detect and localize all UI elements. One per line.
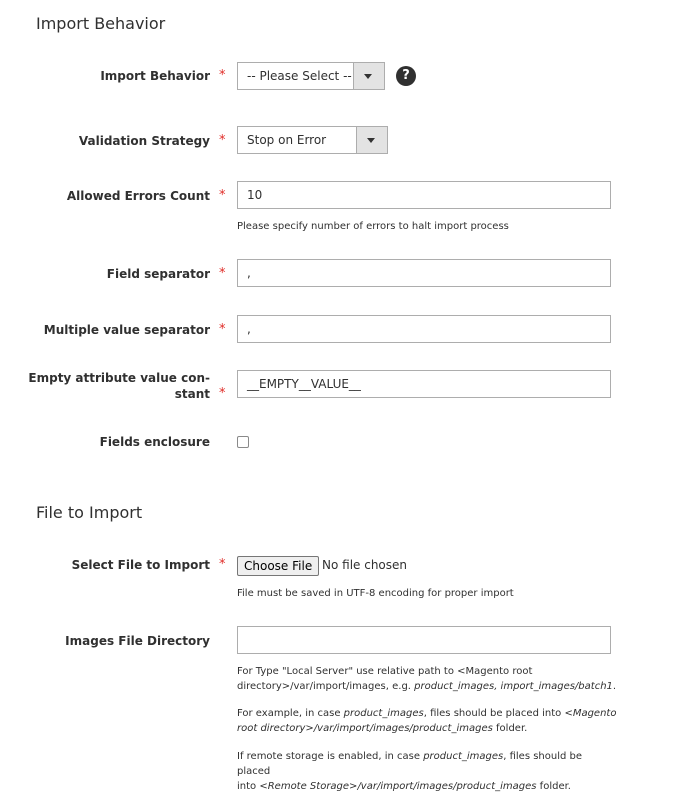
empty-attribute-value-constant-label [10, 370, 210, 402]
multiple-value-separator-input[interactable]: , [237, 315, 611, 343]
select-file-label: Select File to Import [71, 558, 210, 572]
allowed-errors-count-input[interactable]: 10 [237, 181, 611, 209]
field-separator-input[interactable]: , [237, 259, 611, 287]
import-behavior-select[interactable] [237, 62, 385, 90]
import-behavior-selected: -- Please Select -- [247, 69, 352, 83]
chevron-down-icon[interactable] [356, 127, 387, 153]
required-marker: * [219, 266, 226, 281]
label-line: Empty attribute value con- [28, 371, 210, 385]
field-separator-label: Field separator [106, 267, 210, 281]
import-behavior-label: Import Behavior [100, 69, 210, 83]
validation-strategy-select[interactable] [237, 126, 388, 154]
images-file-directory-input[interactable] [237, 626, 611, 654]
file-status: No file chosen [322, 558, 408, 572]
question-circle-icon[interactable]: ? [396, 66, 416, 86]
allowed-errors-count-note: Please specify number of errors to halt import process [237, 221, 509, 232]
required-marker: * [219, 188, 226, 203]
allowed-errors-count-label: Allowed Errors Count [66, 189, 210, 203]
label-line: stant [174, 387, 210, 401]
multiple-value-separator-label: Multiple value separator [43, 323, 210, 337]
images-file-directory-label: Images File Directory [65, 634, 210, 648]
empty-attribute-value-constant-input[interactable]: __EMPTY__VALUE__ [237, 370, 611, 398]
fields-enclosure-label: Fields enclosure [99, 435, 210, 449]
choose-file-button[interactable]: Choose File [237, 556, 319, 576]
images-dir-note-1: For Type "Local Server" use relative path to <Magento root directory>/var/import/images, e.g. product_images, import_images/batch1. [237, 666, 617, 692]
required-marker: * [219, 68, 226, 83]
required-marker: * [219, 133, 226, 148]
images-dir-note-3: If remote storage is enabled, in case product_images, files should be placed into <Remote Storage>/var/import/images/product_images folder. [237, 751, 583, 792]
chevron-down-icon[interactable] [353, 63, 384, 89]
validation-strategy-label: Validation Strategy [78, 134, 210, 148]
section-title-import-behavior: Import Behavior [36, 14, 166, 33]
required-marker: * [219, 557, 226, 572]
fields-enclosure-checkbox[interactable] [237, 436, 249, 448]
select-file-note: File must be saved in UTF-8 encoding for proper import [237, 588, 514, 599]
required-marker: * [219, 322, 226, 337]
images-dir-note-2: For example, in case product_images, files should be placed into <Magento root directory>/var/import/images/product_images folder. [237, 708, 617, 734]
required-marker: * [219, 386, 226, 401]
section-title-file-to-import: File to Import [36, 503, 143, 522]
validation-strategy-selected: Stop on Error [247, 133, 327, 147]
